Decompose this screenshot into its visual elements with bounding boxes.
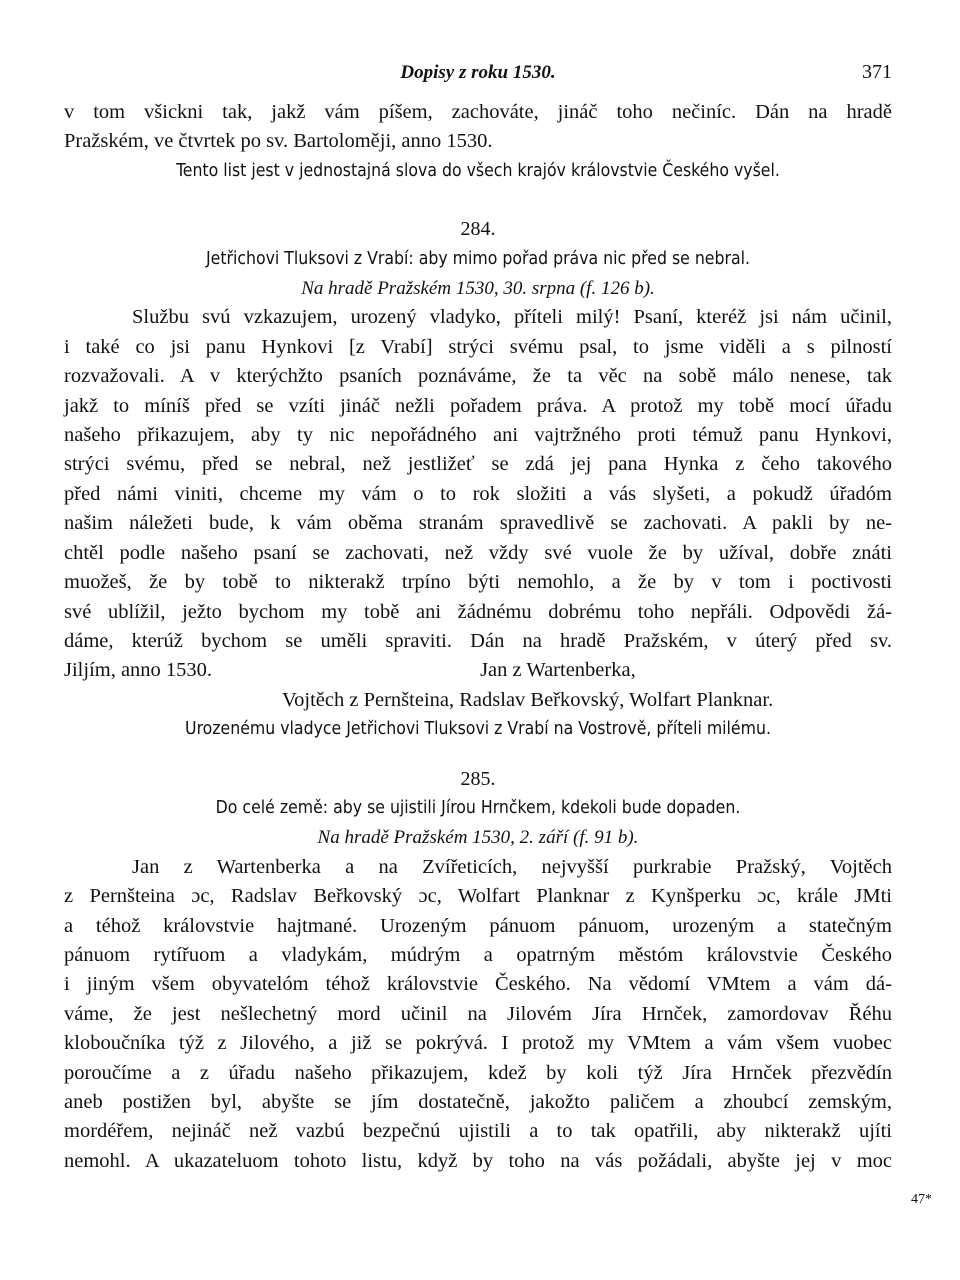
letter-dateline-284: Na hradě Pražském 1530, 30. srpna (f. 126 b). [301, 278, 655, 300]
letter-heading-284: Jetřichovi Tluksovi z Vrabí: aby mimo pořad práva nic před se nebral. [205, 248, 750, 269]
signatures: Vojtěch z Pernšteina, Radslav Beřkovský, Wolfart Planknar. [282, 688, 774, 711]
letter-body-284 [64, 303, 892, 715]
text-line: Službu svú vzkazujem, urozený vladyko, příteli milý! Psaní, kteréž jsi nám učinil, [132, 306, 892, 329]
text-line: muožeš, že by tobě to nikterakž trpíno býti nemohlo, a že by v tom i poctivosti [64, 571, 892, 594]
text-line: i také co jsi panu Hynkovi [z Vrabí] strýci svému psal, to jsme viděli a s pilností [64, 335, 892, 358]
text-line [64, 656, 892, 685]
closing-date: Jiljím, anno 1530. [64, 659, 213, 682]
text-line: Pražském, ve čtvrtek po sv. Bartoloměji, anno 1530. [64, 130, 493, 153]
letter-number-284: 284. [460, 218, 496, 241]
page-number: 371 [862, 61, 892, 83]
text-line: rozvažovali. A v kterýchžto psaních poznáváme, že ta věc na sobě málo nenese, tak [64, 365, 892, 388]
text-line: z Pernšteina ɔc, Radslav Beřkovský ɔc, Wolfart Planknar z Kynšperku ɔc, krále JMti [64, 885, 892, 908]
text-line: Jan z Wartenberka a na Zvířeticích, nejvyšší purkrabie Pražský, Vojtěch [132, 855, 892, 878]
letter-dateline-285: Na hradě Pražském 1530, 2. září (f. 91 b). [317, 827, 639, 849]
text-line: strýci svému, před se nebral, než jestližeť se zdá jej pana Hynka z čeho takového [64, 453, 892, 476]
text-line: nemohl. A ukazateluom tohoto listu, když by toho na vás požádali, abyšte jej v moc [64, 1149, 892, 1172]
text-line: váme, že jest nešlechetný mord učinil na Jilovém Jíra Hrnček, zamordovav Řéhu [64, 1002, 892, 1025]
running-head [64, 58, 892, 88]
text-line: chtěl podle našeho psaní se zachovati, než vždy své vuole že by užíval, dobře znáti [64, 541, 892, 564]
letter-number-285: 285. [460, 767, 496, 790]
text-line: i jiným všem obyvatelóm téhož královstvie Českého. Na vědomí VMtem a vám dá- [64, 973, 892, 996]
text-line: jakž to míníš před se vzíti jináč nežli pořadem práva. A protož my tobě mocí úřadu [64, 394, 892, 417]
text-line: v tom všickni tak, jakž vám píšem, zachováte, jináč toho nečiníc. Dán na hradě [64, 101, 892, 123]
text-line: našeho přikazujem, aby ty nic nepořádného ani vajtržného proti témuž panu Hynkovi, [64, 424, 892, 447]
text-line: našim náležeti bude, k vám oběma stranám spravedlivě se zachovati. A pakli by ne- [64, 512, 892, 535]
text-line: kloboučníka týž z Jilového, a již se pokrývá. I protož my VMtem a vám všem vuobec [64, 1032, 892, 1055]
text-line: své ublížil, ježto bychom my tobě ani žádnému dobrému toho nepřáli. Odpovědi žá- [64, 600, 892, 623]
letter-heading-285: Do celé země: aby se ujistili Jírou Hrnčkem, kdekoli bude dopaden. [215, 797, 741, 818]
text-line: dáme, kterúž bychom se uměli spraviti. Dán na hradě Pražském, v úterý před sv. [64, 629, 892, 652]
text-line: aneb postižen byl, abyšte se jím dostatečně, jakožto paličem a zhoubcí zemským, [64, 1091, 892, 1113]
document-page [64, 58, 892, 1176]
text-line: před námi viniti, chceme my vám o to rok složiti a vás slyšeti, a pokudž úřadóm [64, 482, 892, 505]
running-head-title: Dopisy z roku 1530. [400, 62, 556, 83]
text-line: pánuom rytířuom a vladykám, múdrým a opatrným městóm královstvie Českého [64, 943, 892, 966]
letter-address-284: Urozenému vladyce Jetřichovi Tluksovi z Vrabí na Vostrově, příteli milému. [185, 719, 771, 740]
editorial-note: Tento list jest v jednostajná slova do všech krajóv královstvie Českého vyšel. [176, 160, 780, 181]
signature-mark: 47* [911, 1192, 932, 1207]
text-line: poroučíme a z úřadu našeho přikazujem, kdež by koli týž Jíra Hrnček přezvědín [64, 1061, 892, 1084]
signature-primary: Jan z Wartenberka, [480, 659, 636, 682]
text-line: mordéřem, nejináč než vazbú bezpečnú ujistili a to tak opatřili, aby nikterakž ujíti [64, 1120, 892, 1143]
text-line: a téhož královstvie hajtmané. Urozeným pánuom pánuom, urozeným a statečným [64, 914, 892, 937]
letter-body-285 [64, 853, 892, 1176]
